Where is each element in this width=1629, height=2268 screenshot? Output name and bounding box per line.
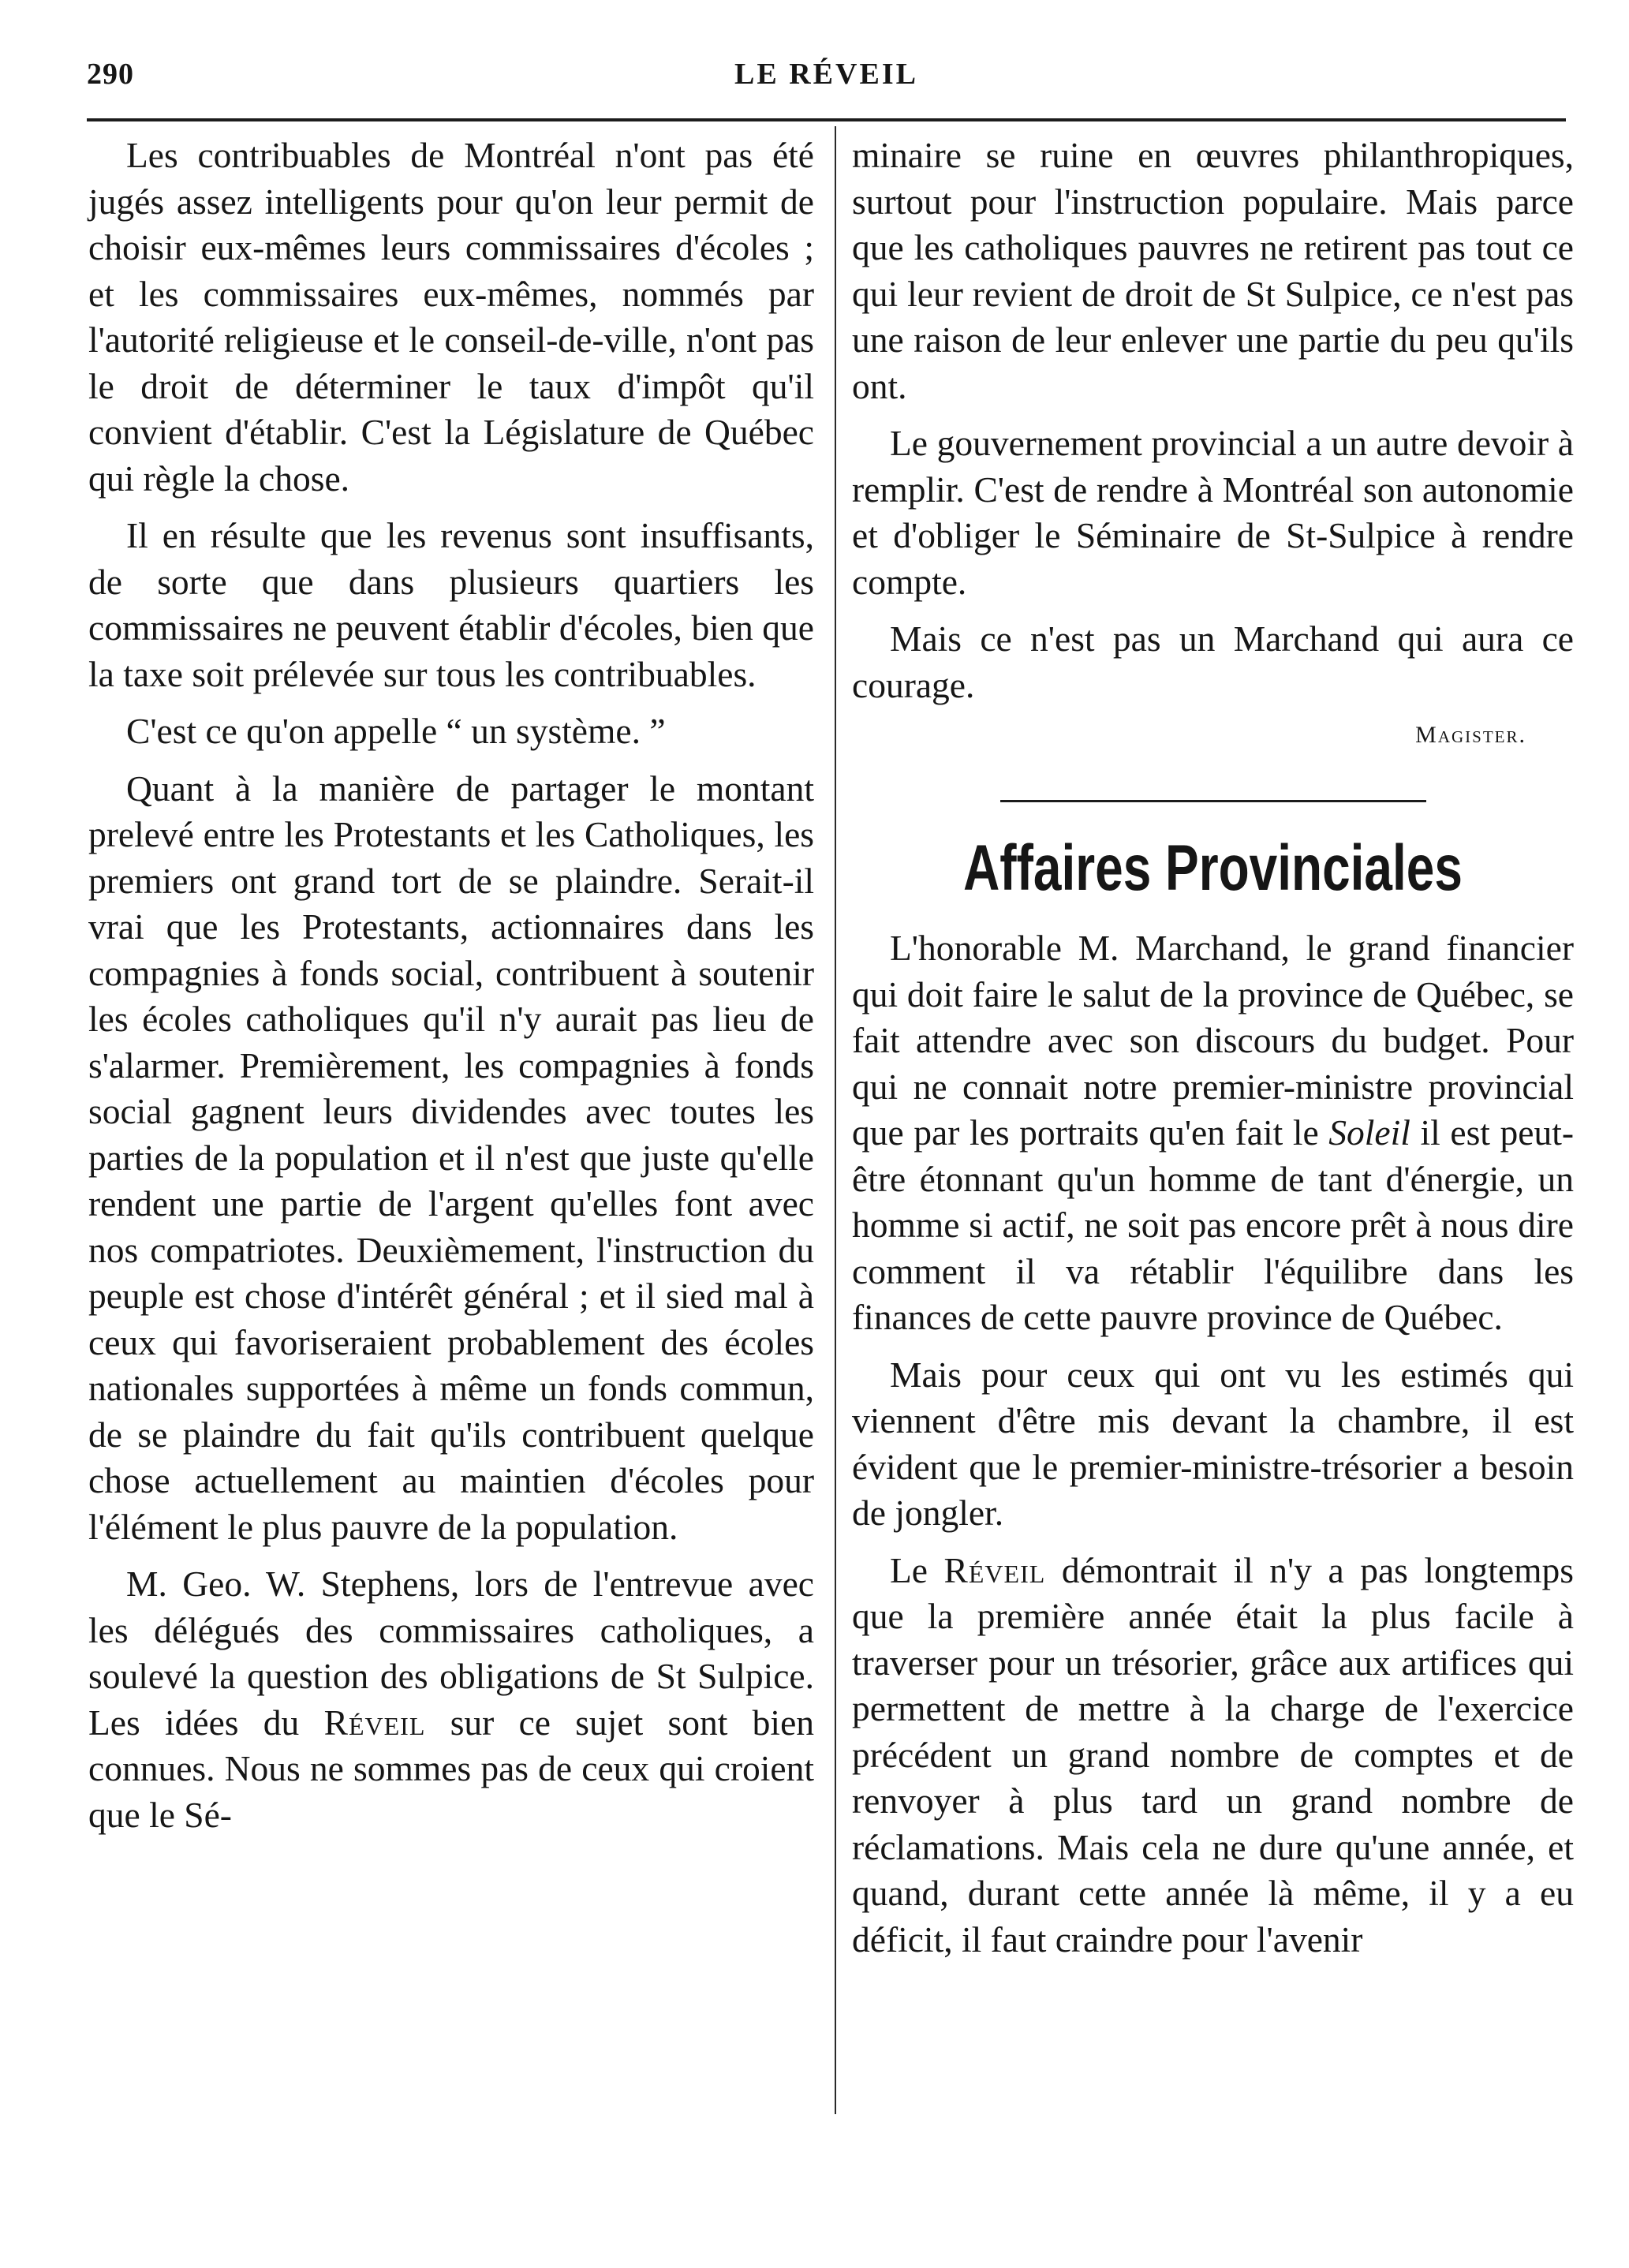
running-head: [87, 57, 1566, 104]
paragraph: Mais ce n'est pas un Marchand qui aura ce courage.: [852, 618, 1574, 705]
text-run: il est peut-être étonnant qu'un homme de tant d'énergie, un homme si actif, ne soit pas encore prêt à nous dire comment il va rétablir l'équilibre dans les finances de cette pauvre province de Québec.: [852, 1112, 1575, 1337]
paragraph: Mais pour ceux qui ont vu les estimés qui viennent d'être mis devant la chambre, il est évident que le premier-ministre-trésorier a besoin de jongler.: [852, 1354, 1574, 1533]
text-run: L'honorable M. Marchand, le grand financier qui doit faire le salut de la province de Québec, se fait attendre avec son discours du budget. Pour qui ne connait notre premier-ministre provincial que par les portraits qu'en fait le: [852, 928, 1574, 1153]
journal-name-reference: Réveil: [323, 1702, 426, 1743]
text-run: M. Geo. W. Stephens, lors de l'entrevue avec les délégués des commissaires catholiques, a soulevé la question des obligations de St Sulpice. Les idées du: [88, 1564, 814, 1743]
newspaper-name-reference: Soleil: [1328, 1112, 1410, 1153]
page-number: 290: [87, 58, 134, 91]
paragraph: Les contribuables de Montréal n'ont pas été jugés assez intelligents pour qu'on leur permit de choisir eux-mêmes leurs commissaires d'écoles ; et les commissaires eux-mêmes, nommés par l'autorité religieuse et le conseil-de-ville, n'ont pas le droit de déterminer le taux d'impôt qu'il convient d'établir. C'est la Législature de Québec qui règle la chose.: [88, 135, 814, 499]
paragraph: [88, 1561, 814, 1838]
journal-name-reference: Réveil: [943, 1549, 1046, 1590]
text-run: démontrait il n'y a pas longtemps que la première année était la plus facile à traverser pour un trésorier, grâce aux artifices qui permettent de mettre à la charge de l'exercice précédent un grand nombre de comptes et de renvoyer à plus tard un grand nombre de réclamations. Mais cela ne dure qu'une année, et quand, durant cette année là même, il y a eu déficit, il faut craindre pour l'avenir: [852, 1549, 1574, 1960]
paragraph: [852, 1548, 1574, 1963]
paragraph: minaire se ruine en œuvres philanthropiques, surtout pour l'instruction populaire. Mais parce que les catholiques pauvres ne retirent pas tout ce qui leur revient de droit de St Sulpice, ce n'est pas une raison de leur enlever une partie du peu qu'ils ont.: [852, 135, 1574, 406]
paragraph: C'est ce qu'on appelle “ un système. ”: [126, 711, 666, 751]
paragraph: Le gouvernement provincial a un autre devoir à remplir. C'est de rendre à Montréal son autonomie et d'obliger le Séminaire de St-Sulpice à rendre compte.: [852, 423, 1574, 602]
paragraph: Il en résulte que les revenus sont insuffisants, de sorte que dans plusieurs quartiers les commissaires ne peuvent établir d'écoles, bien que la taxe soit prélevée sur tous les contribuables.: [88, 515, 814, 694]
header-rule: [87, 118, 1566, 121]
section-title: Affaires Provinciales: [963, 832, 1463, 904]
paragraph: [852, 925, 1574, 1341]
left-column: [88, 133, 814, 1849]
text-run: Le: [890, 1549, 928, 1590]
right-column: [852, 133, 1574, 1974]
section-divider: [1000, 800, 1426, 802]
text-run: sur ce sujet sont bien connues. Nous ne sommes pas de ceux qui croient que le Sé-: [88, 1702, 815, 1835]
journal-title: LE RÉVEIL: [734, 58, 918, 91]
column-divider: [835, 126, 836, 2114]
paragraph: Quant à la manière de partager le montant prelevé entre les Protestants et les Catholiques, les premiers ont grand tort de se plaindre. Serait-il vrai que les Protestants, actionnaires dans les compagnies à fonds social, contribuent à soutenir les écoles catholiques qu'il n'y aurait pas lieu de s'alarmer. Premièrement, les compagnies à fonds social gagnent leurs dividendes avec toutes les parties de la population et il n'est que juste qu'elle rendent une partie de l'argent qu'elles font avec nos compatriotes. Deuxièmement, l'instruction du peuple est chose d'intérêt général ; et il sied mal à ceux qui favoriseraient probablement des écoles nationales supportées à même un fonds commun, de se plaindre du fait qu'ils contribuent quelque chose actuellement au maintien d'écoles pour l'élément le plus pauvre de la population.: [88, 768, 814, 1547]
author-signature: Magister.: [1415, 722, 1526, 748]
